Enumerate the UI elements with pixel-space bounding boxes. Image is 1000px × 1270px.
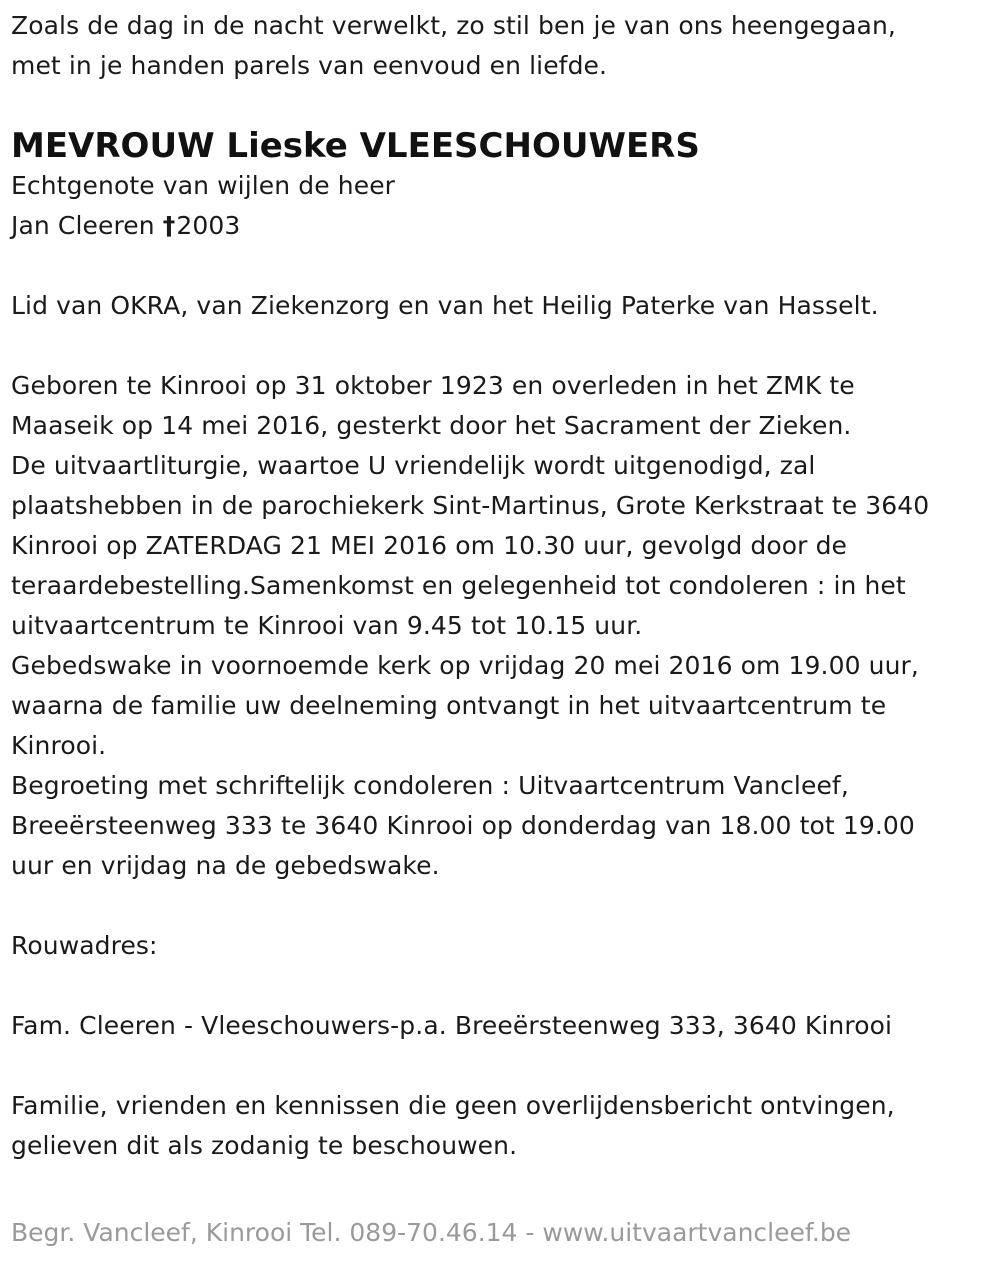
details-line: Kinrooi.: [11, 731, 107, 760]
details-line: Breeërsteenweg 333 te 3640 Kinrooi op donderdag van 18.00 tot 19.00: [11, 811, 915, 840]
poem-line: Zoals de dag in de nacht verwelkt, zo stil ben je van ons heengegaan,: [11, 11, 896, 40]
spouse-name: Jan Cleeren: [11, 211, 155, 240]
details-line: De uitvaartliturgie, waartoe U vriendelijk wordt uitgenodigd, zal: [11, 451, 816, 480]
spouse-info: [11, 166, 996, 246]
deceased-name: MEVROUW Lieske VLEESCHOUWERS: [11, 126, 700, 166]
closing-note: [11, 1086, 996, 1166]
funeral-home-footer: Begr. Vancleef, Kinrooi Tel. 089-70.46.14 - www.uitvaartvancleef.be: [11, 1218, 852, 1247]
spouse-name-line: [11, 206, 996, 246]
details-line: uur en vrijdag na de gebedswake.: [11, 851, 440, 880]
spouse-line: Echtgenote van wijlen de heer: [11, 171, 396, 200]
details-line: teraardebestelling.Samenkomst en gelegenheid tot condoleren : in het: [11, 571, 906, 600]
details-line: uitvaartcentrum te Kinrooi van 9.45 tot 10.15 uur.: [11, 611, 643, 640]
closing-line: Familie, vrienden en kennissen die geen overlijdensbericht ontvingen,: [11, 1091, 895, 1120]
poem-line: met in je handen parels van eenvoud en liefde.: [11, 51, 608, 80]
details-line: Maaseik op 14 mei 2016, gesterkt door het Sacrament der Zieken.: [11, 411, 852, 440]
details-line: waarna de familie uw deelneming ontvangt in het uitvaartcentrum te: [11, 691, 887, 720]
obituary-notice: [11, 6, 996, 1166]
spouse-death-year: 2003: [176, 211, 241, 240]
mourning-address: Fam. Cleeren - Vleeschouwers-p.a. Breeërsteenweg 333, 3640 Kinrooi: [11, 1011, 893, 1040]
membership: Lid van OKRA, van Ziekenzorg en van het Heilig Paterke van Hasselt.: [11, 291, 879, 320]
details-line: Begroeting met schriftelijk condoleren : Uitvaartcentrum Vancleef,: [11, 771, 849, 800]
cross-icon: †: [162, 211, 176, 240]
details-line: plaatshebben in de parochiekerk Sint-Martinus, Grote Kerkstraat te 3640: [11, 491, 930, 520]
address-label: Rouwadres:: [11, 931, 158, 960]
details-line: Kinrooi op ZATERDAG 21 MEI 2016 om 10.30 uur, gevolgd door de: [11, 531, 848, 560]
poem: [11, 6, 996, 86]
details-line: Geboren te Kinrooi op 31 oktober 1923 en overleden in het ZMK te: [11, 371, 855, 400]
funeral-details: [11, 366, 996, 886]
details-line: Gebedswake in voornoemde kerk op vrijdag 20 mei 2016 om 19.00 uur,: [11, 651, 919, 680]
closing-line: gelieven dit als zodanig te beschouwen.: [11, 1131, 518, 1160]
